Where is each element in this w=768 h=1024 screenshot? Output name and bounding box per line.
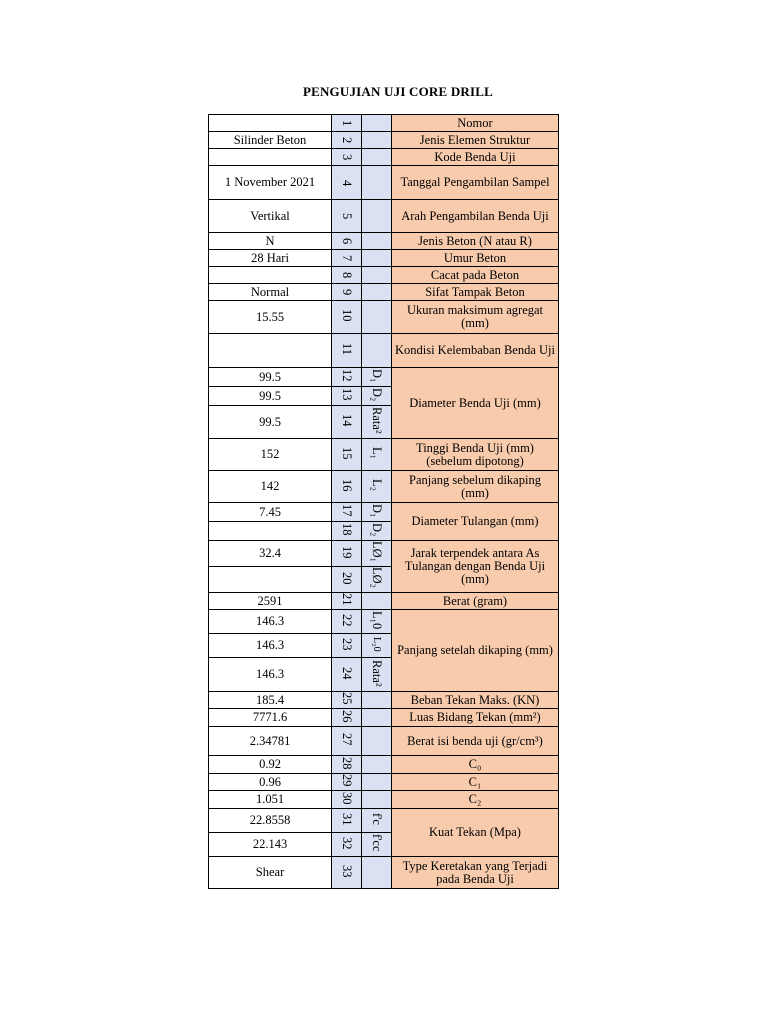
table-row: [209, 301, 559, 334]
row-number: 4: [340, 179, 354, 186]
value-cell: 7.45: [209, 503, 332, 522]
parameter-cell: Jenis Beton (N atau R): [392, 233, 559, 250]
value-cell: [209, 149, 332, 166]
symbol-label: LØ₂: [370, 567, 384, 589]
symbol-cell: [362, 132, 392, 149]
table-row: [209, 471, 559, 503]
parameter-cell: Panjang sebelum dikaping (mm): [392, 471, 559, 503]
symbol-label: D₂: [370, 387, 384, 402]
row-number: 26: [340, 709, 354, 723]
core-drill-table: [208, 114, 559, 889]
parameter-cell: Jarak terpendek antara As Tulangan dengan Benda Uji (mm): [392, 541, 559, 593]
row-number: 14: [340, 414, 354, 427]
symbol-label: L₁0: [370, 610, 384, 630]
value-cell: 99.5: [209, 368, 332, 387]
value-cell: Silinder Beton: [209, 132, 332, 149]
value-cell: 0.92: [209, 756, 332, 774]
parameter-cell: Umur Beton: [392, 250, 559, 267]
symbol-cell: [362, 756, 392, 774]
row-number: 15: [340, 446, 354, 460]
value-cell: 2591: [209, 593, 332, 610]
row-number: 3: [340, 154, 354, 161]
parameter-cell: Panjang setelah dikaping (mm): [392, 610, 559, 692]
value-cell: [209, 334, 332, 368]
table-row: [209, 791, 559, 809]
symbol-cell: [362, 727, 392, 756]
symbol-cell: [362, 115, 392, 132]
row-number: 5: [340, 213, 354, 220]
symbol-cell: [362, 692, 392, 709]
row-number: 16: [340, 478, 354, 492]
parameter-cell: Cacat pada Beton: [392, 267, 559, 284]
parameter-cell: Kode Benda Uji: [392, 149, 559, 166]
value-cell: 1 November 2021: [209, 166, 332, 200]
parameter-cell: Luas Bidang Tekan (mm²): [392, 709, 559, 727]
symbol-cell: [362, 791, 392, 809]
table-row: [209, 200, 559, 233]
row-number: 7: [340, 255, 354, 262]
table-row: [209, 233, 559, 250]
parameter-cell: C₁: [392, 774, 559, 791]
symbol-cell: [362, 233, 392, 250]
parameter-cell: Berat (gram): [392, 593, 559, 610]
value-cell: 185.4: [209, 692, 332, 709]
symbol-cell: [362, 857, 392, 889]
value-cell: 0.96: [209, 774, 332, 791]
parameter-cell: Berat isi benda uji (gr/cm³): [392, 727, 559, 756]
table-row: [209, 756, 559, 774]
row-number: 17: [340, 504, 354, 517]
parameter-cell: Beban Tekan Maks. (KN): [392, 692, 559, 709]
row-number: 19: [340, 545, 354, 559]
symbol-label: L₂0: [371, 636, 382, 652]
table-row: [209, 284, 559, 301]
row-number: 24: [340, 666, 354, 680]
row-number: 20: [340, 571, 354, 585]
value-cell: 1.051: [209, 791, 332, 809]
row-number: 8: [340, 272, 354, 279]
value-cell: 28 Hari: [209, 250, 332, 267]
parameter-cell: Arah Pengambilan Benda Uji: [392, 200, 559, 233]
table-row: [209, 857, 559, 889]
table-row: [209, 774, 559, 791]
value-cell: 2.34781: [209, 727, 332, 756]
parameter-cell: Kondisi Kelembaban Benda Uji: [392, 334, 559, 368]
row-number: 18: [340, 523, 354, 536]
table-row: [209, 709, 559, 727]
table-row: [209, 250, 559, 267]
table-row: [209, 115, 559, 132]
value-cell: 7771.6: [209, 709, 332, 727]
parameter-cell: Type Keretakan yang Terjadi pada Benda Uji: [392, 857, 559, 889]
row-number: 6: [340, 238, 354, 245]
symbol-cell: [362, 166, 392, 200]
row-number: 11: [340, 342, 354, 356]
symbol-label: D₂: [370, 522, 384, 537]
value-cell: Normal: [209, 284, 332, 301]
value-cell: 32.4: [209, 541, 332, 567]
table-row: [209, 334, 559, 368]
table-row: [209, 149, 559, 166]
symbol-label: f'c: [370, 813, 384, 825]
row-number: 30: [340, 791, 354, 805]
value-cell: Vertikal: [209, 200, 332, 233]
row-number: 13: [340, 388, 354, 401]
value-cell: [209, 115, 332, 132]
table-row: [209, 132, 559, 149]
parameter-cell: C₂: [392, 791, 559, 809]
row-number: 10: [340, 309, 354, 322]
symbol-label: Rata²: [370, 407, 384, 434]
value-cell: Shear: [209, 857, 332, 889]
value-cell: 146.3: [209, 658, 332, 692]
symbol-cell: [362, 593, 392, 610]
value-cell: 22.8558: [209, 809, 332, 833]
symbol-cell: [362, 301, 392, 334]
row-number: 22: [340, 613, 354, 627]
row-number: 12: [340, 369, 354, 382]
symbol-label: D₁: [370, 503, 384, 518]
parameter-cell: Sifat Tampak Beton: [392, 284, 559, 301]
table-row: [209, 541, 559, 567]
symbol-label: f'cc: [370, 834, 384, 852]
value-cell: 99.5: [209, 406, 332, 439]
symbol-cell: [362, 200, 392, 233]
symbol-cell: [362, 709, 392, 727]
value-cell: [209, 567, 332, 593]
symbol-label: L₂: [370, 479, 384, 491]
parameter-cell: Diameter Tulangan (mm): [392, 503, 559, 541]
parameter-cell: Diameter Benda Uji (mm): [392, 368, 559, 439]
symbol-cell: [362, 149, 392, 166]
table-row: [209, 692, 559, 709]
table-row: [209, 166, 559, 200]
row-number: 9: [340, 289, 354, 296]
value-cell: 146.3: [209, 634, 332, 658]
table-row: [209, 503, 559, 522]
value-cell: 142: [209, 471, 332, 503]
value-cell: 99.5: [209, 387, 332, 406]
value-cell: [209, 522, 332, 541]
parameter-cell: Ukuran maksimum agregat (mm): [392, 301, 559, 334]
row-number: 28: [340, 756, 354, 770]
row-number: 29: [340, 774, 354, 787]
symbol-label: L₁: [370, 447, 384, 459]
parameter-cell: Jenis Elemen Struktur: [392, 132, 559, 149]
row-number: 31: [340, 812, 354, 826]
row-number: 25: [340, 692, 354, 705]
parameter-cell: Kuat Tekan (Mpa): [392, 809, 559, 857]
symbol-cell: [362, 334, 392, 368]
value-cell: 146.3: [209, 610, 332, 634]
symbol-label: Rata²: [370, 659, 384, 687]
table-row: [209, 809, 559, 833]
parameter-cell: C₀: [392, 756, 559, 774]
value-cell: N: [209, 233, 332, 250]
parameter-cell: Nomor: [392, 115, 559, 132]
symbol-cell: [362, 267, 392, 284]
value-cell: 22.143: [209, 833, 332, 857]
table-row: [209, 727, 559, 756]
table-row: [209, 267, 559, 284]
value-cell: 15.55: [209, 301, 332, 334]
document-title: PENGUJIAN UJI CORE DRILL: [302, 84, 494, 99]
table-row: [209, 593, 559, 610]
row-number: 32: [340, 836, 354, 850]
row-number: 21: [340, 593, 354, 606]
symbol-cell: [362, 774, 392, 791]
table-row: [209, 368, 559, 387]
table-row: [209, 610, 559, 634]
row-number: 1: [340, 120, 354, 127]
table-row: [209, 439, 559, 471]
symbol-cell: [362, 250, 392, 267]
value-cell: 152: [209, 439, 332, 471]
row-number: 33: [340, 864, 354, 878]
row-number: 27: [340, 733, 354, 746]
parameter-cell: Tanggal Pengambilan Sampel: [392, 166, 559, 200]
row-number: 2: [340, 137, 354, 144]
symbol-label: LØ₁: [370, 541, 384, 563]
symbol-label: D₁: [370, 368, 384, 383]
parameter-cell: Tinggi Benda Uji (mm) (sebelum dipotong): [392, 439, 559, 471]
row-number: 23: [340, 637, 354, 651]
value-cell: [209, 267, 332, 284]
symbol-cell: [362, 284, 392, 301]
